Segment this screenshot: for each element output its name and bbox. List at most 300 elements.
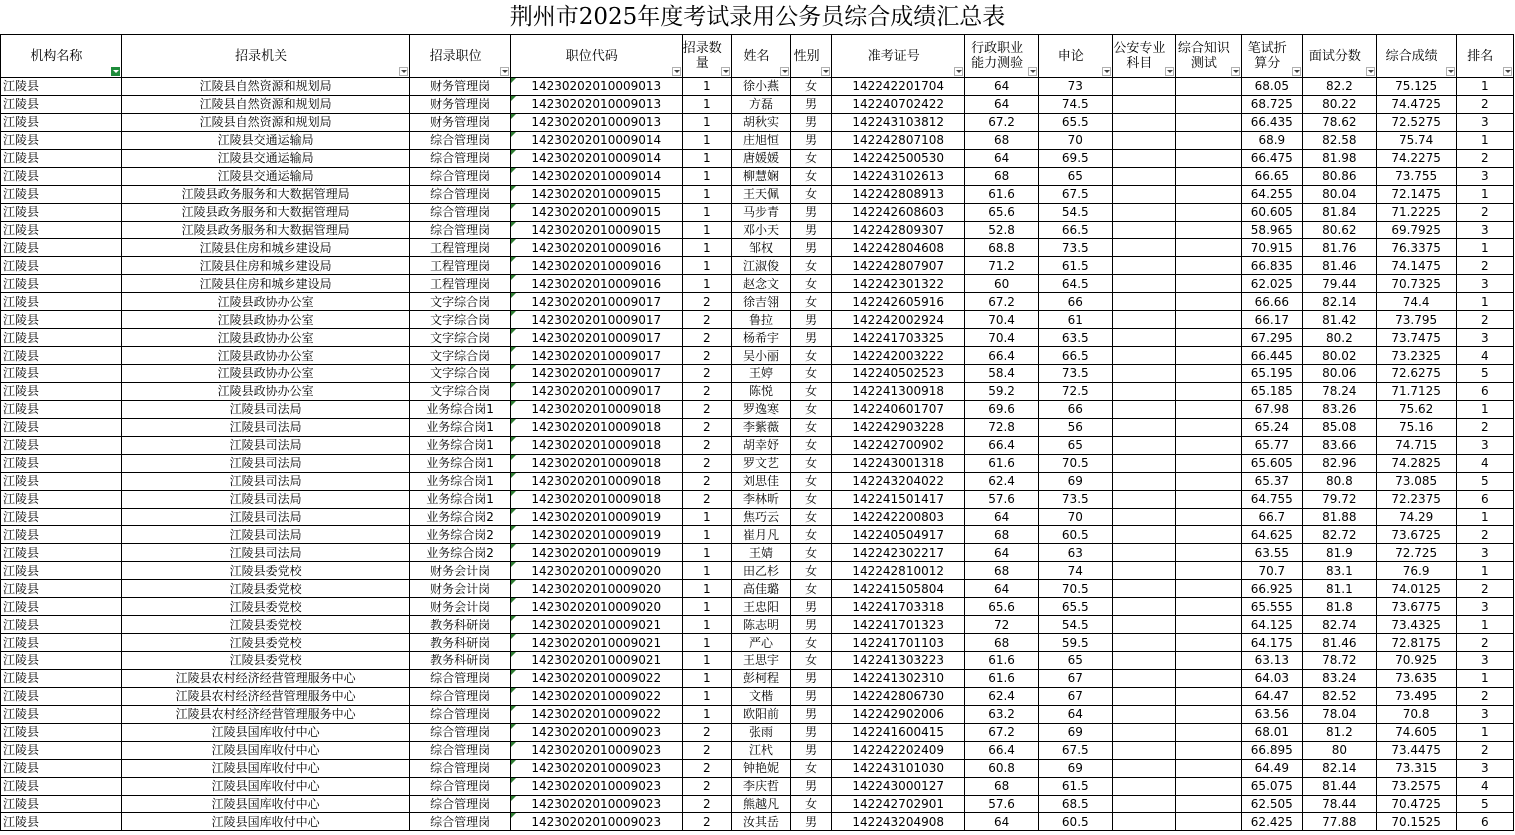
filter-dropdown-icon[interactable] — [1446, 67, 1455, 76]
cell-interview-score[interactable]: 80.02 — [1303, 347, 1377, 365]
cell-agency[interactable]: 江陵县委党校 — [121, 652, 410, 670]
cell-position-code[interactable] — [510, 275, 682, 293]
cell-rank[interactable]: 2 — [1456, 203, 1513, 221]
filter-dropdown-icon[interactable] — [821, 67, 830, 76]
cell-written-score[interactable]: 66.435 — [1241, 113, 1302, 131]
cell-interview-score[interactable]: 81.44 — [1303, 777, 1377, 795]
cell-position-code[interactable] — [510, 113, 682, 131]
cell-position-code[interactable] — [510, 472, 682, 490]
cell-police-subject[interactable] — [1112, 616, 1175, 634]
cell-rank[interactable]: 2 — [1456, 311, 1513, 329]
cell-org[interactable]: 江陵县 — [1, 418, 122, 436]
cell-total-score[interactable]: 71.2225 — [1376, 203, 1456, 221]
filter-dropdown-icon[interactable] — [1292, 67, 1301, 76]
cell-position[interactable]: 业务综合岗1 — [410, 418, 510, 436]
cell-total-score[interactable]: 73.6725 — [1376, 526, 1456, 544]
cell-rank[interactable]: 3 — [1456, 167, 1513, 185]
cell-name[interactable]: 马步青 — [731, 203, 790, 221]
cell-police-subject[interactable] — [1112, 777, 1175, 795]
cell-org[interactable]: 江陵县 — [1, 131, 122, 149]
cell-position[interactable]: 综合管理岗 — [410, 723, 510, 741]
cell-name[interactable]: 田乙杉 — [731, 562, 790, 580]
cell-written-score[interactable]: 64.755 — [1241, 490, 1302, 508]
cell-agency[interactable]: 江陵县自然资源和规划局 — [121, 113, 410, 131]
cell-total-score[interactable]: 70.1525 — [1376, 813, 1456, 831]
cell-position-code[interactable] — [510, 149, 682, 167]
cell-general-knowledge[interactable] — [1176, 562, 1242, 580]
cell-general-knowledge[interactable] — [1176, 526, 1242, 544]
cell-police-subject[interactable] — [1112, 113, 1175, 131]
cell-shenlun[interactable]: 69 — [1038, 759, 1112, 777]
cell-xingce[interactable]: 68.8 — [965, 239, 1039, 257]
cell-rank[interactable]: 2 — [1456, 580, 1513, 598]
cell-name[interactable]: 王忠阳 — [731, 598, 790, 616]
cell-rank[interactable]: 5 — [1456, 472, 1513, 490]
cell-police-subject[interactable] — [1112, 382, 1175, 400]
cell-gender[interactable]: 男 — [791, 311, 832, 329]
filter-dropdown-icon[interactable] — [1231, 67, 1240, 76]
cell-name[interactable]: 李庆哲 — [731, 777, 790, 795]
cell-quota[interactable]: 2 — [682, 347, 731, 365]
cell-total-score[interactable]: 73.2575 — [1376, 777, 1456, 795]
cell-quota[interactable]: 2 — [682, 723, 731, 741]
cell-written-score[interactable]: 64.625 — [1241, 526, 1302, 544]
cell-exam-id[interactable]: 142241703318 — [832, 598, 965, 616]
cell-xingce[interactable]: 64 — [965, 580, 1039, 598]
cell-police-subject[interactable] — [1112, 418, 1175, 436]
cell-gender[interactable]: 男 — [791, 813, 832, 831]
cell-agency[interactable]: 江陵县政协办公室 — [121, 382, 410, 400]
cell-general-knowledge[interactable] — [1176, 185, 1242, 203]
cell-rank[interactable]: 1 — [1456, 562, 1513, 580]
cell-name[interactable]: 李林昕 — [731, 490, 790, 508]
cell-total-score[interactable]: 72.2375 — [1376, 490, 1456, 508]
cell-org[interactable]: 江陵县 — [1, 580, 122, 598]
cell-org[interactable]: 江陵县 — [1, 472, 122, 490]
cell-org[interactable]: 江陵县 — [1, 526, 122, 544]
cell-org[interactable]: 江陵县 — [1, 239, 122, 257]
cell-general-knowledge[interactable] — [1176, 598, 1242, 616]
cell-interview-score[interactable]: 82.96 — [1303, 454, 1377, 472]
cell-org[interactable]: 江陵县 — [1, 759, 122, 777]
cell-police-subject[interactable] — [1112, 203, 1175, 221]
cell-interview-score[interactable]: 78.04 — [1303, 705, 1377, 723]
cell-agency[interactable]: 江陵县自然资源和规划局 — [121, 78, 410, 96]
cell-written-score[interactable]: 64.49 — [1241, 759, 1302, 777]
cell-name[interactable]: 杨希宇 — [731, 329, 790, 347]
cell-general-knowledge[interactable] — [1176, 759, 1242, 777]
cell-exam-id[interactable]: 142243102613 — [832, 167, 965, 185]
cell-rank[interactable]: 2 — [1456, 741, 1513, 759]
cell-position[interactable]: 业务综合岗1 — [410, 472, 510, 490]
cell-exam-id[interactable]: 142242807907 — [832, 257, 965, 275]
cell-position[interactable]: 文字综合岗 — [410, 365, 510, 383]
cell-shenlun[interactable]: 69 — [1038, 472, 1112, 490]
cell-exam-id[interactable]: 142242608603 — [832, 203, 965, 221]
cell-shenlun[interactable]: 68.5 — [1038, 795, 1112, 813]
cell-gender[interactable]: 女 — [791, 436, 832, 454]
cell-org[interactable]: 江陵县 — [1, 167, 122, 185]
cell-position[interactable]: 业务综合岗1 — [410, 490, 510, 508]
cell-written-score[interactable]: 68.9 — [1241, 131, 1302, 149]
cell-exam-id[interactable]: 142242903228 — [832, 418, 965, 436]
cell-general-knowledge[interactable] — [1176, 239, 1242, 257]
cell-xingce[interactable]: 57.6 — [965, 490, 1039, 508]
cell-police-subject[interactable] — [1112, 508, 1175, 526]
cell-xingce[interactable]: 64 — [965, 95, 1039, 113]
cell-police-subject[interactable] — [1112, 669, 1175, 687]
cell-xingce[interactable]: 60 — [965, 275, 1039, 293]
cell-position[interactable]: 综合管理岗 — [410, 741, 510, 759]
cell-org[interactable]: 江陵县 — [1, 795, 122, 813]
cell-general-knowledge[interactable] — [1176, 167, 1242, 185]
cell-interview-score[interactable]: 81.46 — [1303, 257, 1377, 275]
cell-quota[interactable]: 2 — [682, 813, 731, 831]
cell-police-subject[interactable] — [1112, 400, 1175, 418]
cell-position-code[interactable] — [510, 652, 682, 670]
cell-shenlun[interactable]: 67.5 — [1038, 185, 1112, 203]
cell-interview-score[interactable]: 83.24 — [1303, 669, 1377, 687]
cell-position[interactable]: 文字综合岗 — [410, 311, 510, 329]
cell-written-score[interactable]: 62.425 — [1241, 813, 1302, 831]
cell-exam-id[interactable]: 142241701103 — [832, 634, 965, 652]
cell-total-score[interactable]: 73.6775 — [1376, 598, 1456, 616]
cell-name[interactable]: 陈悦 — [731, 382, 790, 400]
cell-shenlun[interactable]: 70 — [1038, 131, 1112, 149]
cell-xingce[interactable]: 66.4 — [965, 436, 1039, 454]
cell-police-subject[interactable] — [1112, 544, 1175, 562]
cell-agency[interactable]: 江陵县国库收付中心 — [121, 777, 410, 795]
cell-police-subject[interactable] — [1112, 436, 1175, 454]
filter-dropdown-icon[interactable] — [1028, 67, 1037, 76]
cell-name[interactable]: 王婷 — [731, 365, 790, 383]
cell-police-subject[interactable] — [1112, 634, 1175, 652]
cell-position-code[interactable] — [510, 634, 682, 652]
cell-total-score[interactable]: 73.315 — [1376, 759, 1456, 777]
cell-shenlun[interactable]: 70 — [1038, 508, 1112, 526]
cell-xingce[interactable]: 61.6 — [965, 652, 1039, 670]
cell-gender[interactable]: 男 — [791, 669, 832, 687]
cell-position[interactable]: 业务综合岗2 — [410, 526, 510, 544]
cell-position[interactable]: 业务综合岗1 — [410, 454, 510, 472]
cell-written-score[interactable]: 65.195 — [1241, 365, 1302, 383]
cell-rank[interactable]: 3 — [1456, 759, 1513, 777]
cell-shenlun[interactable]: 61 — [1038, 311, 1112, 329]
cell-gender[interactable]: 男 — [791, 239, 832, 257]
cell-interview-score[interactable]: 83.66 — [1303, 436, 1377, 454]
cell-police-subject[interactable] — [1112, 365, 1175, 383]
cell-rank[interactable]: 2 — [1456, 634, 1513, 652]
cell-police-subject[interactable] — [1112, 652, 1175, 670]
cell-general-knowledge[interactable] — [1176, 329, 1242, 347]
cell-xingce[interactable]: 65.6 — [965, 203, 1039, 221]
cell-org[interactable]: 江陵县 — [1, 544, 122, 562]
cell-general-knowledge[interactable] — [1176, 795, 1242, 813]
cell-general-knowledge[interactable] — [1176, 741, 1242, 759]
cell-shenlun[interactable]: 63 — [1038, 544, 1112, 562]
cell-quota[interactable]: 1 — [682, 257, 731, 275]
cell-quota[interactable]: 1 — [682, 508, 731, 526]
cell-name[interactable]: 徐小燕 — [731, 78, 790, 96]
cell-interview-score[interactable]: 81.98 — [1303, 149, 1377, 167]
cell-quota[interactable]: 1 — [682, 275, 731, 293]
cell-agency[interactable]: 江陵县国库收付中心 — [121, 813, 410, 831]
cell-agency[interactable]: 江陵县政协办公室 — [121, 329, 410, 347]
cell-gender[interactable]: 女 — [791, 759, 832, 777]
cell-position[interactable]: 综合管理岗 — [410, 705, 510, 723]
cell-gender[interactable]: 女 — [791, 400, 832, 418]
cell-interview-score[interactable]: 80.2 — [1303, 329, 1377, 347]
cell-exam-id[interactable]: 142242301322 — [832, 275, 965, 293]
cell-total-score[interactable]: 74.715 — [1376, 436, 1456, 454]
cell-org[interactable]: 江陵县 — [1, 436, 122, 454]
cell-interview-score[interactable]: 81.88 — [1303, 508, 1377, 526]
cell-position[interactable]: 教务科研岗 — [410, 652, 510, 670]
cell-shenlun[interactable]: 74 — [1038, 562, 1112, 580]
filter-active-icon[interactable] — [111, 67, 120, 76]
cell-org[interactable]: 江陵县 — [1, 221, 122, 239]
cell-exam-id[interactable]: 142242806730 — [832, 687, 965, 705]
cell-name[interactable]: 崔月凡 — [731, 526, 790, 544]
cell-written-score[interactable]: 66.65 — [1241, 167, 1302, 185]
cell-exam-id[interactable]: 142241302310 — [832, 669, 965, 687]
cell-exam-id[interactable]: 142241600415 — [832, 723, 965, 741]
cell-org[interactable]: 江陵县 — [1, 705, 122, 723]
cell-position-code[interactable] — [510, 598, 682, 616]
cell-agency[interactable]: 江陵县委党校 — [121, 580, 410, 598]
cell-total-score[interactable]: 74.0125 — [1376, 580, 1456, 598]
cell-shenlun[interactable]: 65.5 — [1038, 113, 1112, 131]
cell-rank[interactable]: 1 — [1456, 293, 1513, 311]
cell-rank[interactable]: 3 — [1456, 113, 1513, 131]
cell-quota[interactable]: 2 — [682, 418, 731, 436]
cell-interview-score[interactable]: 82.74 — [1303, 616, 1377, 634]
cell-total-score[interactable]: 73.4475 — [1376, 741, 1456, 759]
cell-total-score[interactable]: 74.1475 — [1376, 257, 1456, 275]
cell-gender[interactable]: 女 — [791, 526, 832, 544]
cell-org[interactable]: 江陵县 — [1, 275, 122, 293]
cell-position-code[interactable] — [510, 723, 682, 741]
cell-exam-id[interactable]: 142241703325 — [832, 329, 965, 347]
cell-position-code[interactable] — [510, 454, 682, 472]
cell-position-code[interactable] — [510, 95, 682, 113]
cell-exam-id[interactable]: 142243101030 — [832, 759, 965, 777]
cell-written-score[interactable]: 68.725 — [1241, 95, 1302, 113]
cell-position[interactable]: 综合管理岗 — [410, 795, 510, 813]
cell-shenlun[interactable]: 61.5 — [1038, 777, 1112, 795]
cell-exam-id[interactable]: 142242003222 — [832, 347, 965, 365]
filter-dropdown-icon[interactable] — [1503, 67, 1512, 76]
cell-rank[interactable]: 3 — [1456, 275, 1513, 293]
cell-position[interactable]: 综合管理岗 — [410, 149, 510, 167]
filter-dropdown-icon[interactable] — [500, 67, 509, 76]
cell-quota[interactable]: 1 — [682, 95, 731, 113]
cell-position-code[interactable] — [510, 562, 682, 580]
cell-position[interactable]: 工程管理岗 — [410, 257, 510, 275]
cell-name[interactable]: 熊越凡 — [731, 795, 790, 813]
cell-quota[interactable]: 2 — [682, 329, 731, 347]
cell-agency[interactable]: 江陵县司法局 — [121, 400, 410, 418]
cell-exam-id[interactable]: 142242002924 — [832, 311, 965, 329]
cell-written-score[interactable]: 64.175 — [1241, 634, 1302, 652]
cell-interview-score[interactable]: 80.62 — [1303, 221, 1377, 239]
cell-general-knowledge[interactable] — [1176, 634, 1242, 652]
cell-agency[interactable]: 江陵县交通运输局 — [121, 149, 410, 167]
cell-position[interactable]: 财务会计岗 — [410, 562, 510, 580]
cell-written-score[interactable]: 66.445 — [1241, 347, 1302, 365]
cell-quota[interactable]: 1 — [682, 616, 731, 634]
cell-quota[interactable]: 1 — [682, 705, 731, 723]
cell-gender[interactable]: 男 — [791, 616, 832, 634]
cell-exam-id[interactable]: 142241505804 — [832, 580, 965, 598]
cell-xingce[interactable]: 70.4 — [965, 311, 1039, 329]
cell-quota[interactable]: 2 — [682, 741, 731, 759]
cell-rank[interactable]: 2 — [1456, 149, 1513, 167]
cell-general-knowledge[interactable] — [1176, 203, 1242, 221]
cell-agency[interactable]: 江陵县政协办公室 — [121, 293, 410, 311]
cell-agency[interactable]: 江陵县农村经济经营管理服务中心 — [121, 687, 410, 705]
cell-name[interactable]: 钟艳妮 — [731, 759, 790, 777]
cell-xingce[interactable]: 68 — [965, 526, 1039, 544]
cell-rank[interactable]: 1 — [1456, 78, 1513, 96]
cell-total-score[interactable]: 75.74 — [1376, 131, 1456, 149]
cell-quota[interactable]: 1 — [682, 149, 731, 167]
cell-name[interactable]: 胡秋实 — [731, 113, 790, 131]
cell-xingce[interactable]: 67.2 — [965, 293, 1039, 311]
cell-rank[interactable]: 1 — [1456, 131, 1513, 149]
cell-agency[interactable]: 江陵县农村经济经营管理服务中心 — [121, 705, 410, 723]
cell-written-score[interactable]: 64.47 — [1241, 687, 1302, 705]
cell-agency[interactable]: 江陵县政务服务和大数据管理局 — [121, 185, 410, 203]
cell-position[interactable]: 业务综合岗1 — [410, 400, 510, 418]
cell-quota[interactable]: 1 — [682, 239, 731, 257]
cell-position-code[interactable] — [510, 616, 682, 634]
cell-position[interactable]: 综合管理岗 — [410, 167, 510, 185]
cell-shenlun[interactable]: 70.5 — [1038, 454, 1112, 472]
filter-dropdown-icon[interactable] — [780, 67, 789, 76]
cell-quota[interactable]: 2 — [682, 454, 731, 472]
cell-position-code[interactable] — [510, 257, 682, 275]
cell-position-code[interactable] — [510, 203, 682, 221]
cell-general-knowledge[interactable] — [1176, 149, 1242, 167]
cell-rank[interactable]: 6 — [1456, 490, 1513, 508]
cell-rank[interactable]: 2 — [1456, 257, 1513, 275]
cell-exam-id[interactable]: 142243103812 — [832, 113, 965, 131]
cell-police-subject[interactable] — [1112, 687, 1175, 705]
cell-general-knowledge[interactable] — [1176, 723, 1242, 741]
cell-position-code[interactable] — [510, 78, 682, 96]
cell-general-knowledge[interactable] — [1176, 400, 1242, 418]
cell-police-subject[interactable] — [1112, 795, 1175, 813]
cell-exam-id[interactable]: 142242702901 — [832, 795, 965, 813]
cell-org[interactable]: 江陵县 — [1, 113, 122, 131]
cell-rank[interactable]: 3 — [1456, 221, 1513, 239]
cell-name[interactable]: 张雨 — [731, 723, 790, 741]
filter-dropdown-icon[interactable] — [954, 67, 963, 76]
cell-agency[interactable]: 江陵县政务服务和大数据管理局 — [121, 221, 410, 239]
cell-interview-score[interactable]: 83.1 — [1303, 562, 1377, 580]
cell-quota[interactable]: 1 — [682, 562, 731, 580]
cell-quota[interactable]: 1 — [682, 634, 731, 652]
cell-position-code[interactable] — [510, 131, 682, 149]
cell-xingce[interactable]: 57.6 — [965, 795, 1039, 813]
cell-position[interactable]: 财务会计岗 — [410, 598, 510, 616]
cell-position-code[interactable] — [510, 526, 682, 544]
cell-quota[interactable]: 1 — [682, 167, 731, 185]
cell-written-score[interactable]: 63.55 — [1241, 544, 1302, 562]
cell-written-score[interactable]: 64.255 — [1241, 185, 1302, 203]
cell-position[interactable]: 业务综合岗1 — [410, 436, 510, 454]
cell-written-score[interactable]: 66.475 — [1241, 149, 1302, 167]
cell-gender[interactable]: 女 — [791, 652, 832, 670]
cell-xingce[interactable]: 52.8 — [965, 221, 1039, 239]
cell-name[interactable]: 李紫薇 — [731, 418, 790, 436]
cell-agency[interactable]: 江陵县自然资源和规划局 — [121, 95, 410, 113]
cell-name[interactable]: 王婧 — [731, 544, 790, 562]
cell-name[interactable]: 焦巧云 — [731, 508, 790, 526]
cell-position[interactable]: 综合管理岗 — [410, 669, 510, 687]
cell-gender[interactable]: 男 — [791, 95, 832, 113]
cell-gender[interactable]: 男 — [791, 741, 832, 759]
cell-written-score[interactable]: 65.24 — [1241, 418, 1302, 436]
cell-gender[interactable]: 女 — [791, 185, 832, 203]
cell-position-code[interactable] — [510, 687, 682, 705]
cell-gender[interactable]: 女 — [791, 382, 832, 400]
cell-org[interactable]: 江陵县 — [1, 365, 122, 383]
cell-shenlun[interactable]: 73.5 — [1038, 239, 1112, 257]
cell-xingce[interactable]: 59.2 — [965, 382, 1039, 400]
cell-xingce[interactable]: 71.2 — [965, 257, 1039, 275]
cell-position-code[interactable] — [510, 418, 682, 436]
cell-agency[interactable]: 江陵县委党校 — [121, 598, 410, 616]
cell-position[interactable]: 财务会计岗 — [410, 580, 510, 598]
cell-interview-score[interactable]: 81.46 — [1303, 634, 1377, 652]
cell-xingce[interactable]: 72.8 — [965, 418, 1039, 436]
cell-written-score[interactable]: 64.125 — [1241, 616, 1302, 634]
cell-total-score[interactable]: 74.2275 — [1376, 149, 1456, 167]
cell-exam-id[interactable]: 142242605916 — [832, 293, 965, 311]
cell-police-subject[interactable] — [1112, 329, 1175, 347]
cell-xingce[interactable]: 62.4 — [965, 687, 1039, 705]
cell-position[interactable]: 财务管理岗 — [410, 78, 510, 96]
cell-xingce[interactable]: 64 — [965, 149, 1039, 167]
cell-interview-score[interactable]: 80.8 — [1303, 472, 1377, 490]
cell-police-subject[interactable] — [1112, 580, 1175, 598]
cell-quota[interactable]: 1 — [682, 185, 731, 203]
cell-interview-score[interactable]: 85.08 — [1303, 418, 1377, 436]
cell-total-score[interactable]: 71.7125 — [1376, 382, 1456, 400]
cell-shenlun[interactable]: 54.5 — [1038, 203, 1112, 221]
cell-general-knowledge[interactable] — [1176, 257, 1242, 275]
cell-agency[interactable]: 江陵县司法局 — [121, 472, 410, 490]
cell-interview-score[interactable]: 81.76 — [1303, 239, 1377, 257]
cell-position[interactable]: 综合管理岗 — [410, 185, 510, 203]
cell-name[interactable]: 邹权 — [731, 239, 790, 257]
cell-agency[interactable]: 江陵县农村经济经营管理服务中心 — [121, 669, 410, 687]
cell-xingce[interactable]: 58.4 — [965, 365, 1039, 383]
cell-shenlun[interactable]: 66.5 — [1038, 221, 1112, 239]
cell-name[interactable]: 胡幸妤 — [731, 436, 790, 454]
cell-total-score[interactable]: 72.5275 — [1376, 113, 1456, 131]
cell-position-code[interactable] — [510, 669, 682, 687]
cell-rank[interactable]: 2 — [1456, 526, 1513, 544]
cell-police-subject[interactable] — [1112, 813, 1175, 831]
cell-total-score[interactable]: 75.125 — [1376, 78, 1456, 96]
cell-written-score[interactable]: 65.37 — [1241, 472, 1302, 490]
cell-gender[interactable]: 女 — [791, 454, 832, 472]
cell-interview-score[interactable]: 78.24 — [1303, 382, 1377, 400]
cell-total-score[interactable]: 70.925 — [1376, 652, 1456, 670]
